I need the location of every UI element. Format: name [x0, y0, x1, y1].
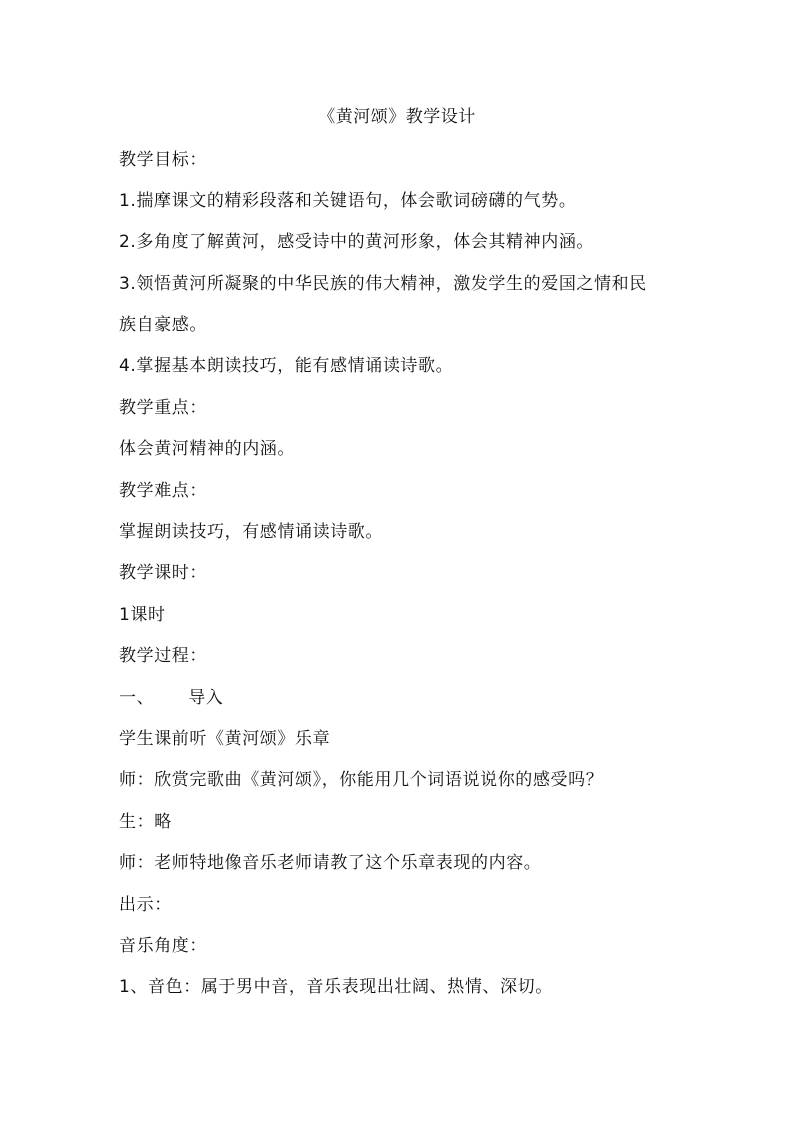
difficulties-heading: 教学难点： — [119, 481, 207, 501]
difficulties-text: 掌握朗读技巧，有感情诵读诗歌。 — [119, 522, 383, 542]
objectives-heading: 教学目标： — [119, 150, 207, 170]
hours-heading: 教学课时： — [119, 563, 207, 583]
objective-4: 4.掌握基本朗读技巧，能有感情诵读诗歌。 — [119, 356, 454, 376]
objective-2: 2.多角度了解黄河，感受诗中的黄河形象，体会其精神内涵。 — [119, 232, 595, 252]
section-1-title: 导入 — [188, 688, 224, 708]
hours-text: 1课时 — [119, 605, 166, 625]
key-points-heading: 教学重点： — [119, 398, 207, 418]
process-heading: 教学过程： — [119, 646, 207, 666]
key-points-text: 体会黄河精神的内涵。 — [119, 439, 295, 459]
student-answer: 生：略 — [119, 812, 172, 832]
section-1-number: 一、 — [119, 688, 155, 708]
teacher-question: 师：欣赏完歌曲《黄河颂》，你能用几个词语说说你的感受吗？ — [119, 770, 604, 790]
teacher-statement: 师：老师特地像音乐老师请教了这个乐章表现的内容。 — [119, 853, 542, 873]
music-angle-heading: 音乐角度： — [119, 936, 207, 956]
section-1-heading — [119, 686, 223, 710]
objective-1: 1.揣摩课文的精彩段落和关键语句，体会歌词磅礴的气势。 — [119, 191, 577, 211]
objective-3-line-2: 族自豪感。 — [119, 315, 207, 335]
intro-line: 学生课前听《黄河颂》乐章 — [119, 729, 331, 749]
show-label: 出示： — [119, 895, 172, 915]
document-title: 《黄河颂》教学设计 — [318, 107, 476, 127]
timbre-line: 1、音色：属于男中音，音乐表现出壮阔、热情、深切。 — [119, 977, 553, 997]
objective-3-line-1: 3.领悟黄河所凝聚的中华民族的伟大精神，激发学生的爱国之情和民 — [119, 274, 647, 294]
